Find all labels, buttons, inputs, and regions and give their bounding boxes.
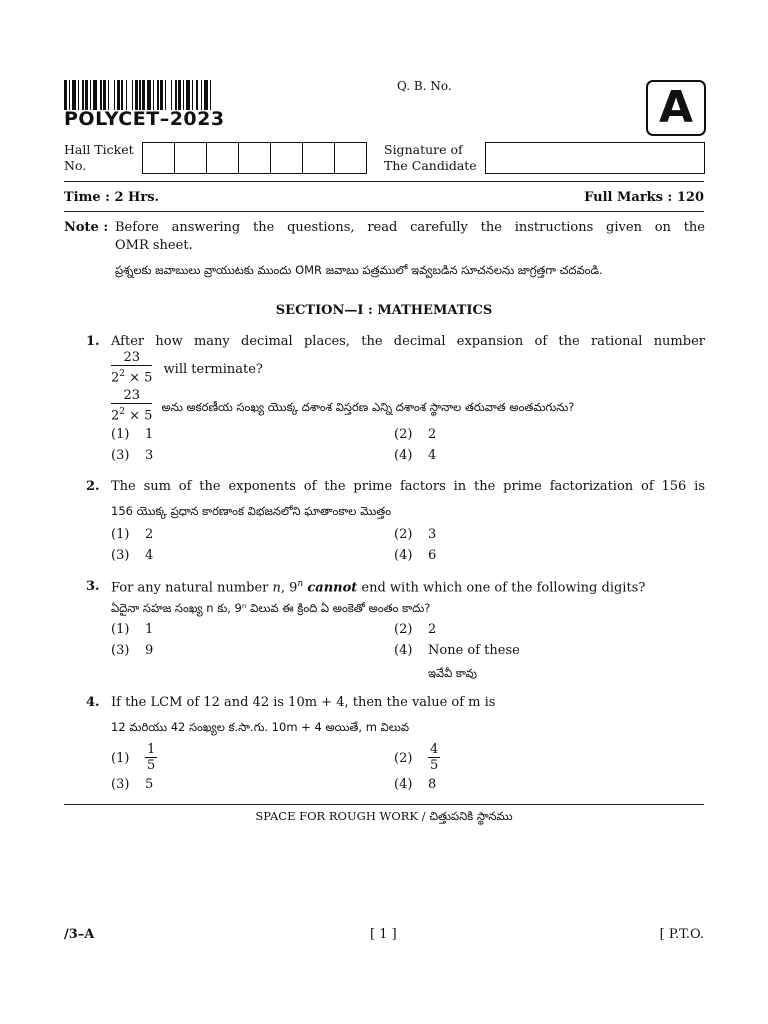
question-number: 4. bbox=[86, 695, 100, 710]
question-text: For any natural number n, 9$^n$ cannot end with which one of the following digits? bbox=[111, 579, 646, 596]
section-title: SECTION—I : MATHEMATICS bbox=[275, 303, 493, 318]
question-number: 3. bbox=[86, 579, 100, 594]
question-number: 1. bbox=[86, 334, 100, 349]
note-label: Note : bbox=[64, 220, 109, 235]
option-1[interactable]: (1) $\frac{1}{5}$ bbox=[111, 742, 156, 773]
full-marks-label: Full Marks : 120 bbox=[584, 190, 704, 205]
footer-code: /3–A bbox=[64, 927, 95, 942]
fraction: $\frac{23}{2^2 \times 5}$ అను అకరణీయ సంఖ్య యొక్క దశాంశ విస్తరణ ఎన్ని దశాంశ స్థానాల తరువాత అంతమగును? bbox=[111, 388, 575, 424]
note-text-line1: Before answering the questions, read carefully the instructions given on the bbox=[115, 220, 705, 235]
question-number: 2. bbox=[86, 479, 100, 494]
option-4[interactable]: (4) 8 bbox=[394, 777, 437, 792]
ht-digit-box[interactable] bbox=[239, 143, 271, 173]
question-text: The sum of the exponents of the prime factors in the prime factorization of 156 is bbox=[111, 479, 705, 494]
option-2[interactable]: (2) 3 bbox=[394, 527, 437, 542]
question-telugu: ఏదైనా సహజ సంఖ్య n కు, 9ⁿ విలువ ఈ క్రింది ఏ అంకెతో అంతం కాదు? bbox=[111, 601, 431, 615]
question-text: After how many decimal places, the decimal expansion of the rational number bbox=[111, 334, 705, 349]
ht-digit-box[interactable] bbox=[207, 143, 239, 173]
option-3[interactable]: (3) 5 bbox=[111, 777, 154, 792]
question-telugu: 156 యొక్క ప్రధాన కారణాంక విభజనలోని ఘాతాంకాల మొత్తం bbox=[111, 504, 392, 518]
option-4-telugu: ఇవేవీ కావు bbox=[428, 666, 478, 680]
question-telugu: 12 మరియు 42 సంఖ్యల క.సా.గు. 10m + 4 అయితే, m విలువ bbox=[111, 720, 410, 734]
fraction: $\frac{23}{2^2 \times 5}$ will terminate? bbox=[111, 350, 263, 386]
pto-label: [ P.T.O. bbox=[659, 927, 704, 942]
note-telugu: ప్రశ్నలకు జవాబులు వ్రాయుటకు ముందు OMR జవాబు పత్రములో ఇవ్వబడిన సూచనలను జాగ్రత్తగా చదవండి. bbox=[115, 263, 603, 277]
ht-digit-box[interactable] bbox=[271, 143, 303, 173]
option-2[interactable]: (2) 2 bbox=[394, 622, 437, 637]
hall-ticket-boxes[interactable] bbox=[142, 142, 367, 174]
option-3[interactable]: (3) 9 bbox=[111, 643, 154, 658]
question-text: If the LCM of 12 and 42 is 10m + 4, then the value of m is bbox=[111, 695, 496, 710]
signature-label: Signature of The Candidate bbox=[384, 142, 477, 173]
ht-digit-box[interactable] bbox=[175, 143, 207, 173]
option-1[interactable]: (1) 2 bbox=[111, 527, 154, 542]
page-number: [ 1 ] bbox=[370, 927, 397, 942]
signature-box[interactable] bbox=[485, 142, 705, 174]
divider bbox=[64, 211, 704, 212]
barcode bbox=[64, 80, 272, 110]
ht-digit-box[interactable] bbox=[303, 143, 335, 173]
option-4[interactable]: (4) None of these bbox=[394, 643, 520, 658]
time-label: Time : 2 Hrs. bbox=[64, 190, 160, 205]
barcode-bar bbox=[211, 80, 214, 110]
ht-digit-box[interactable] bbox=[335, 143, 366, 173]
booklet-code-badge: A bbox=[646, 80, 706, 136]
ht-digit-box[interactable] bbox=[143, 143, 175, 173]
exam-title: POLYCET–2023 bbox=[64, 108, 225, 130]
hall-ticket-label: Hall Ticket No. bbox=[64, 142, 134, 173]
divider bbox=[64, 804, 704, 805]
option-4[interactable]: (4) 6 bbox=[394, 548, 437, 563]
option-2[interactable]: (2) 2 bbox=[394, 427, 437, 442]
option-3[interactable]: (3) 4 bbox=[111, 548, 154, 563]
option-4[interactable]: (4) 4 bbox=[394, 448, 437, 463]
option-2[interactable]: (2) $\frac{4}{5}$ bbox=[394, 742, 439, 773]
option-1[interactable]: (1) 1 bbox=[111, 427, 154, 442]
divider bbox=[64, 181, 704, 182]
qb-number-label: Q. B. No. bbox=[397, 79, 452, 93]
option-3[interactable]: (3) 3 bbox=[111, 448, 154, 463]
note-text-line2: OMR sheet. bbox=[115, 238, 193, 253]
rough-work-label: SPACE FOR ROUGH WORK / చిత్తుపనికి స్థానము bbox=[255, 809, 513, 823]
option-1[interactable]: (1) 1 bbox=[111, 622, 154, 637]
